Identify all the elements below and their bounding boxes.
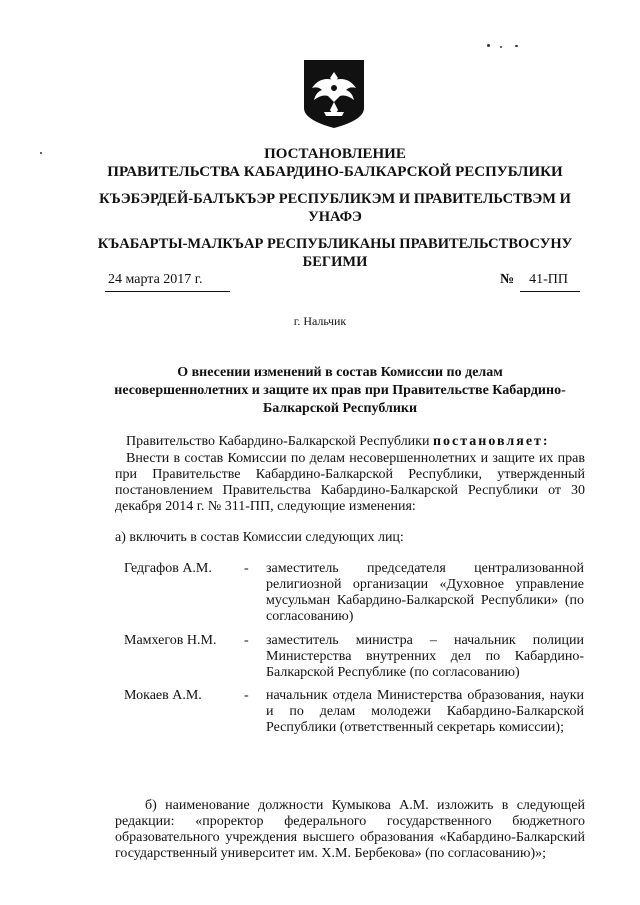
title-kabardian: КЪЭБЭРДЕЙ-БАЛЪКЪЭР РЕСПУБЛИКЭМ И ПРАВИТЕЛЬСТВЭМ И УНАФЭ: [99, 191, 571, 225]
number-label: №: [500, 272, 515, 287]
scan-speck: [487, 44, 490, 47]
paragraph-include: а) включить в состав Комиссии следующих лиц:: [115, 530, 404, 545]
scan-speck: [40, 152, 42, 154]
date-underline: [105, 291, 230, 292]
document-date: 24 марта 2017 г.: [108, 272, 203, 287]
member-role: начальник отдела Министерства образования, науки и по делам молодежи Кабардино-Балкарской Республики (ответственный секретарь комиссии);: [266, 688, 584, 735]
paragraph-position-change: б) наименование должности Кумыкова А.М. изложить в следующей редакции: «проректор федерального государственного бюджетного образовательного учреждения высшего образования «Кабардино-Балкарский государственный университет им. Х.М. Бербекова» (по согласованию)»;: [115, 798, 585, 861]
paragraph-resolves-lead: Правительство Кабардино-Балкарской Республики: [126, 434, 433, 449]
title-line-2: ПРАВИТЕЛЬСТВА КАБАРДИНО-БАЛКАРСКОЙ РЕСПУБЛИКИ: [107, 164, 563, 180]
document-title: [90, 145, 580, 181]
member-role: заместитель министра – начальник полиции Министерства внутренних дел по Кабардино-Балкарской Республике (по согласованию): [266, 633, 584, 680]
coat-of-arms-emblem-icon: [300, 58, 368, 130]
paragraph-changes: Внести в состав Комиссии по делам несовершеннолетних и защите их прав при Правительстве Кабардино-Балкарской Республики, утвержденный постановлением Правительства Кабардино-Балкарской Республики от 30 декабря 2014 г. № 311-ПП, следующие изменения:: [115, 451, 585, 514]
paragraph-resolves: [115, 434, 585, 450]
member-dash: -: [244, 688, 249, 703]
member-dash: -: [244, 633, 249, 648]
member-role: заместитель председателя централизованной религиозной организации «Духовное управление мусульман Кабардино-Балкарской Республики» (по согласованию): [266, 561, 584, 624]
member-name: Гедгафов А.М.: [124, 561, 212, 576]
scan-speck: [500, 46, 502, 48]
number-underline: [520, 291, 580, 292]
document-number: [500, 272, 568, 288]
paragraph-resolves-keyword: постановляет:: [432, 434, 550, 449]
member-name: Мамхегов Н.М.: [124, 633, 217, 648]
title-karachay-balkar: КЪАБАРТЫ-МАЛКЪАР РЕСПУБЛИКАНЫ ПРАВИТЕЛЬСТВОСУНУ БЕГИМИ: [97, 236, 573, 270]
member-name: Мокаев А.М.: [124, 688, 202, 703]
document-subject: О внесении изменений в состав Комиссии по делам несовершеннолетних и защите их прав при Правительстве Кабардино-Балкарской Республики: [114, 365, 566, 416]
scan-speck: [515, 45, 518, 47]
title-line-1: ПОСТАНОВЛЕНИЕ: [264, 146, 406, 162]
document-city: г. Нальчик: [293, 314, 347, 328]
number-value: 41-ПП: [529, 272, 568, 287]
member-dash: -: [244, 561, 249, 576]
